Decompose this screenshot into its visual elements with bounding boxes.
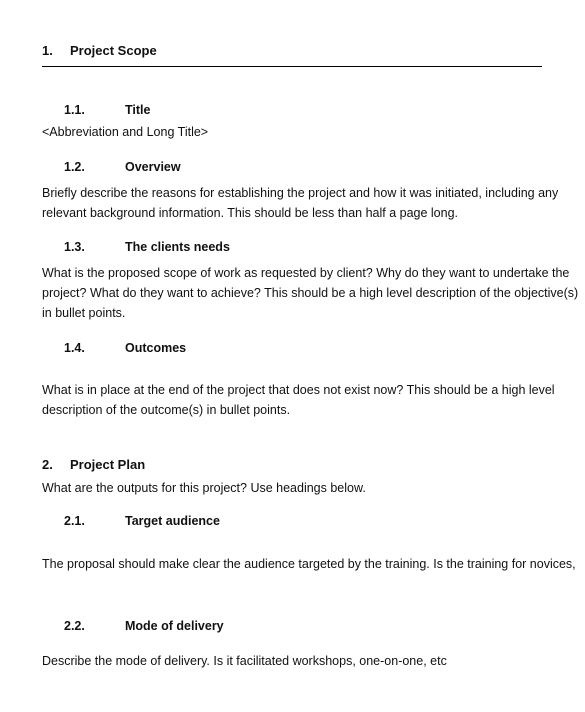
subsection-2-2-body-line-1: Describe the mode of delivery. Is it facilitated workshops, one-on-one, etc: [42, 654, 447, 668]
section-2-intro: What are the outputs for this project? Use headings below.: [42, 481, 366, 495]
subsection-1-3-body-line-2: project? What do they want to achieve? This should be a high level description of the objective(s): [42, 286, 579, 300]
subsection-1-2-body-line-2: relevant background information. This should be less than half a page long.: [42, 206, 459, 220]
subsection-2-2-title: Mode of delivery: [125, 619, 224, 633]
subsection-1-4-number: 1.4.: [64, 341, 85, 355]
subsection-2-1-number: 2.1.: [64, 514, 85, 528]
subsection-1-1-number: 1.1.: [64, 103, 85, 117]
section-1-title: Project Scope: [70, 43, 157, 58]
subsection-1-3-number: 1.3.: [64, 240, 85, 254]
subsection-1-4-title: Outcomes: [125, 341, 187, 355]
subsection-1-2-number: 1.2.: [64, 160, 85, 174]
subsection-2-1-body-line-1: The proposal should make clear the audience targeted by the training. Is the training for novices,: [42, 557, 576, 571]
section-1-number: 1.: [42, 43, 53, 58]
subsection-1-4-body-line-1: What is in place at the end of the project that does not exist now? This should be a high level: [42, 383, 555, 397]
subsection-1-2-title: Overview: [125, 160, 181, 174]
subsection-2-2-number: 2.2.: [64, 619, 85, 633]
section-2-title: Project Plan: [70, 457, 146, 472]
subsection-2-1-title: Target audience: [125, 514, 220, 528]
section-2-number: 2.: [42, 457, 53, 472]
subsection-1-3-body-line-1: What is the proposed scope of work as requested by client? Why do they want to undertake the: [42, 266, 570, 280]
subsection-1-4-body-line-2: description of the outcome(s) in bullet points.: [42, 403, 291, 417]
subsection-1-1-title: Title: [125, 103, 151, 117]
subsection-1-1-body-line-1: <Abbreviation and Long Title>: [42, 125, 209, 139]
subsection-1-2-body-line-1: Briefly describe the reasons for establishing the project and how it was initiated, including any: [42, 186, 559, 200]
subsection-1-3-body-line-3: in bullet points.: [42, 306, 126, 320]
subsection-1-3-title: The clients needs: [125, 240, 230, 254]
section-divider: [42, 66, 542, 67]
